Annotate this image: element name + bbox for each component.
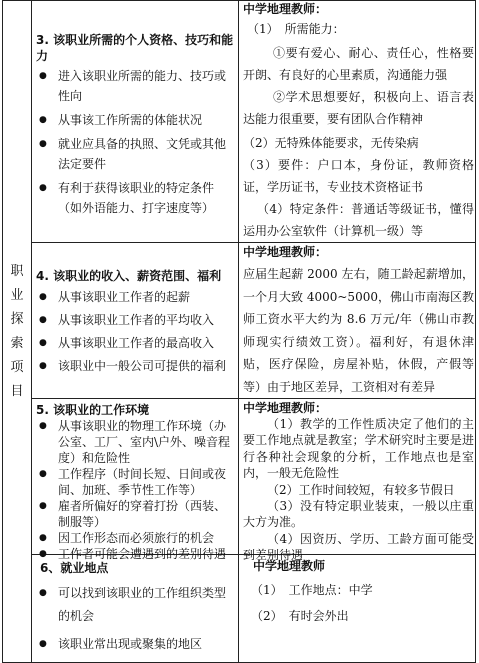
list-item: ● 从事该职业的物理工作环境（办公室、工厂、室内\户外、噪音程度）和危险性	[36, 418, 235, 466]
list-item: ● 因工作形态而必须旅行的机会	[36, 530, 235, 546]
row3-para-2: ①要有爱心、耐心、责任心，性格要开朗、有良好的心里素质，沟通能力强	[243, 46, 474, 82]
row5-para-3: （3）没有特定职业装束，一般以庄重大方为准。	[243, 499, 474, 530]
list-item: ● 有利于获得该职业的特定条件（如外语能力、打字速度等）	[36, 178, 235, 218]
career-exploration-table	[2, 0, 476, 663]
row-divider-1	[31, 242, 475, 243]
row3-right-cell	[240, 1, 476, 241]
row5-para-1: （1）教学的工作性质决定了他们的主要工作地点就是教室；学术研究时主要是进行各种社会现象的分析，工作地点也是室内，一般无危险性	[243, 417, 474, 481]
row5-para-2: （2）工作时间较短，有较多节假日	[267, 482, 455, 497]
side-char: 探	[10, 311, 24, 327]
row4-right-cell	[240, 244, 476, 397]
row-divider-2	[31, 398, 475, 399]
side-char: 业	[10, 287, 24, 303]
row5-para-4: （4）因资历、学历、工龄方面可能受到差别待遇	[243, 531, 474, 563]
row5-list	[36, 418, 235, 562]
row6-right-cell	[240, 558, 476, 661]
row5-right-title: 中学地理教师：	[243, 401, 328, 415]
row5-right-cell	[240, 400, 476, 563]
row3-para-3: ②学术思想要好，积极向上、语言表达能力很重要，要有团队合作精神	[243, 90, 474, 126]
row3-list	[36, 66, 235, 218]
row5-left-cell	[32, 400, 239, 561]
side-char: 职	[10, 263, 24, 279]
row6-list	[36, 582, 235, 654]
row4-list	[36, 287, 235, 376]
side-char: 项	[10, 359, 24, 375]
row4-title: 4. 该职业的收入、薪资范围、福利	[36, 269, 222, 283]
row6-right-title: 中学地理教师	[253, 559, 326, 573]
row3-para-5: （3）要件：户口本，身份证，教师资格证，学历证书，专业技术资格证书	[243, 158, 474, 194]
list-item: ● 雇者所偏好的穿着打扮（西装、制服等）	[36, 498, 235, 530]
list-item: ● 从事该职业工作者的起薪	[36, 287, 235, 307]
side-char: 索	[10, 335, 24, 351]
row3-left-cell	[32, 30, 239, 240]
row3-title: 3. 该职业所需的个人资格、技巧和能力	[36, 33, 234, 63]
side-label	[3, 0, 31, 663]
row4-right-title: 中学地理教师：	[243, 245, 328, 259]
row3-para-4: （2）无特殊体能要求，无传染病	[243, 136, 419, 150]
list-item: ● 从事该工作所需的体能状况	[36, 110, 235, 130]
row3-para-1: （1） 所需能力：	[247, 22, 345, 36]
list-item: ● 工作程序（时间长短、日间或夜间、加班、季节性工作等）	[36, 466, 235, 498]
row4-left-cell	[32, 266, 239, 396]
list-item: ● 从事该职业工作者的平均收入	[36, 310, 235, 330]
row4-right-text: 应届生起薪 2000 左右，随工龄起薪增加，一个月大致 4000~5000，佛山市南海区教师工资水平大约为 8.6 万元/年（佛山市教师现实行绩效工资）。福利好，有退休津贴，医疗保险，房屋补贴，休假，产假等等）由于地区差异，工资相对有差异	[243, 267, 474, 394]
side-char: 目	[10, 383, 24, 399]
row6-para-1: （1） 工作地点：中学	[251, 583, 373, 597]
list-item: ● 可以找到该职业的工作组织类型的机会	[36, 582, 235, 628]
list-item: ● 该职业常出现或聚集的地区	[36, 634, 235, 654]
list-item: ● 从事该职业工作者的最高收入	[36, 333, 235, 353]
row3-right-title: 中学地理教师：	[243, 2, 328, 16]
list-item: ● 就业应具备的执照、文凭或其他法定要件	[36, 134, 235, 174]
list-item: ● 该职业中一般公司可提供的福利	[36, 356, 235, 376]
row6-left-cell	[32, 558, 239, 661]
list-item: ● 进入该职业所需的能力、技巧或性向	[36, 66, 235, 106]
row5-title: 5. 该职业的工作环境	[36, 403, 150, 417]
row6-para-2: （2） 有时会外出	[251, 609, 349, 623]
row3-para-6: （4）特定条件：普通话等级证书，懂得运用办公室软件（计算机一级）等	[243, 202, 474, 238]
list-item: ● 工作者可能会遭遇到的差别待遇	[36, 546, 235, 562]
row6-title: 6、就业地点	[40, 561, 109, 575]
